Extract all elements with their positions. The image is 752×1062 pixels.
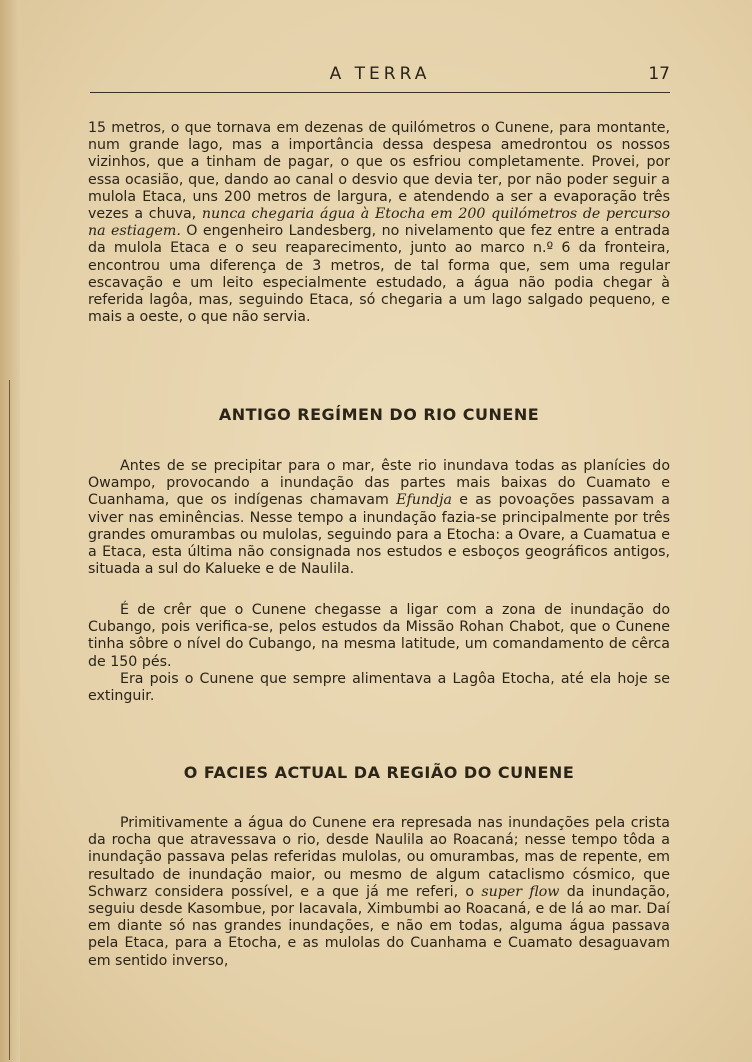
section1-paragraph-1 bbox=[88, 458, 670, 578]
header-rule bbox=[90, 92, 670, 93]
intro-text-italic: nunca chegaria água à Etocha em 200 quilómetros de percurso na estiagem. bbox=[88, 206, 670, 240]
intro-text-a: 15 metros, o que tornava em dezenas de quilómetros o Cunene, para montante, num grande lago, mas a importância dessa despesa amedrontou os nossos vizinhos, que a tinham de pagar, o que os esfriou completamente. Provei, por essa ocasião, que, dando ao canal o desvio que devia ter, por não poder seguir a mulola Etaca, uns 200 metros de largura, e atendendo a ser a evaporação três vezes a chuva, bbox=[88, 120, 670, 223]
section2-p1-c: da inundação, seguiu desde Kasombue, por Iacavala, Ximbumbi ao Roacaná, e de lá ao mar. Daí em diante só nas grandes inundações, e não em todas, alguma água passava pela Etaca, para a Etocha, e as mulolas do Cuanhama e Cuamato desaguavam em sentido inverso, bbox=[88, 883, 670, 969]
page-header bbox=[90, 60, 670, 90]
section1-paragraph-3: Era pois o Cunene que sempre alimentava a Lagôa Etocha, até ela hoje se extinguir. bbox=[88, 671, 670, 705]
page-left-edge bbox=[0, 0, 20, 1062]
section2-p1-italic: super flow bbox=[481, 883, 560, 900]
section2-p1-a: Primitivamente a água do Cunene era represada nas inundações pela crista da rocha que atravessava o rio, desde Naulila ao Roacaná; nesse tempo tôda a inundação passava pelas referidas mulolas, ou omurambas, mas de repente, em resultado de inundação maior, ou mesmo de algum cataclismo cósmico, que Schwarz considera possível, e a que já me referi, o bbox=[88, 815, 670, 900]
page-number: 17 bbox=[648, 64, 670, 84]
intro-text-c: O engenheiro Landesberg, no nivelamento que fez entre a entrada da mulola Etaca e o seu reaparecimento, junto ao marco n.º 6 da fronteira, encontrou uma diferença de 3 metros, de tal forma que, sem uma regular escavação e um leito especialmente estudado, a água não podia chegar à referida lagôa, mas, seguindo Etaca, só chegaria a um lago salgado pequeno, e mais a oeste, o que não servia. bbox=[88, 223, 671, 326]
intro-paragraph bbox=[88, 120, 670, 326]
section2-paragraph-1 bbox=[88, 815, 670, 970]
running-title: A TERRA bbox=[329, 64, 431, 84]
section1-p1-c: e as povoações passavam a viver nas eminências. Nesse tempo a inundação fazia-se principalmente por três grandes omurambas ou mulolas, seguindo para a Etocha: a Ovare, a Cuamatua e a Etaca, esta última não consignada nos estudos e esboços geográficos antigos, situada a sul do Kalueke e de Naulila. bbox=[88, 492, 670, 578]
section1-paragraph-2: É de crêr que o Cunene chegasse a ligar com a zona de inundação do Cubango, pois verifica-se, pelos estudos da Missão Rohan Chabot, que o Cunene tinha sôbre o nível do Cubango, na mesma latitude, um comandamento de cêrca de 150 pés. bbox=[88, 602, 670, 670]
section-heading-facies-actual: O FACIES ACTUAL DA REGIÃO DO CUNENE bbox=[183, 763, 575, 782]
section-heading-antigo-regimen: ANTIGO REGÍMEN DO RIO CUNENE bbox=[218, 405, 540, 424]
spine-line bbox=[9, 380, 10, 1060]
section1-p1-italic: Efundja bbox=[396, 492, 452, 509]
section1-p1-a: Antes de se precipitar para o mar, êste rio inundava todas as planícies do Owampo, provocando a inundação das partes mais baixas do Cuamato e Cuanhama, que os indígenas chamavam bbox=[88, 458, 670, 509]
